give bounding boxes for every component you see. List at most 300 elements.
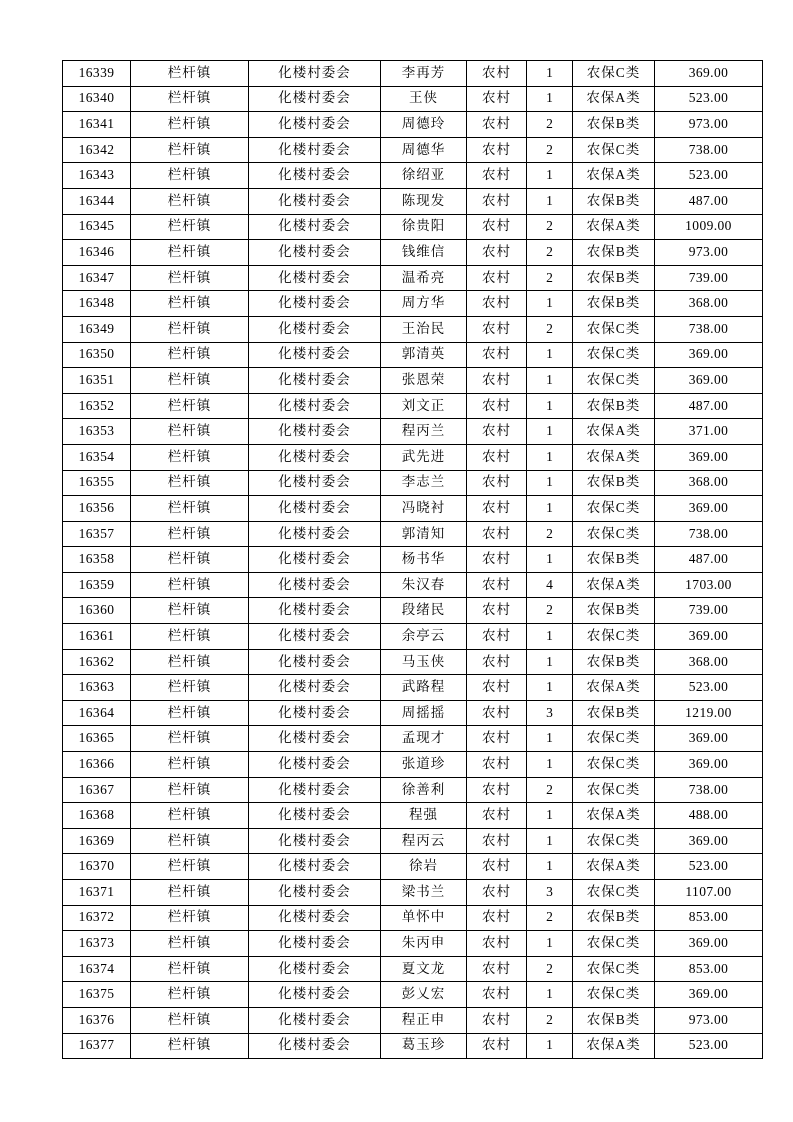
cell-household-type: 农村 bbox=[467, 1007, 527, 1033]
cell-count: 1 bbox=[527, 803, 573, 829]
cell-count: 1 bbox=[527, 188, 573, 214]
cell-id: 16359 bbox=[63, 572, 131, 598]
table-row bbox=[63, 368, 763, 394]
cell-name: 周摇摇 bbox=[381, 700, 467, 726]
cell-village: 化楼村委会 bbox=[249, 624, 381, 650]
cell-household-type: 农村 bbox=[467, 777, 527, 803]
cell-name: 杨书华 bbox=[381, 547, 467, 573]
cell-id: 16363 bbox=[63, 675, 131, 701]
table-row bbox=[63, 982, 763, 1008]
cell-village: 化楼村委会 bbox=[249, 675, 381, 701]
cell-category: 农保B类 bbox=[573, 470, 655, 496]
cell-town: 栏杆镇 bbox=[131, 572, 249, 598]
cell-village: 化楼村委会 bbox=[249, 265, 381, 291]
cell-household-type: 农村 bbox=[467, 265, 527, 291]
cell-count: 1 bbox=[527, 419, 573, 445]
cell-name: 陈现发 bbox=[381, 188, 467, 214]
cell-amount: 523.00 bbox=[655, 163, 763, 189]
cell-count: 1 bbox=[527, 675, 573, 701]
cell-name: 徐贵阳 bbox=[381, 214, 467, 240]
cell-category: 农保C类 bbox=[573, 521, 655, 547]
cell-town: 栏杆镇 bbox=[131, 393, 249, 419]
cell-count: 1 bbox=[527, 163, 573, 189]
cell-household-type: 农村 bbox=[467, 982, 527, 1008]
cell-town: 栏杆镇 bbox=[131, 342, 249, 368]
cell-town: 栏杆镇 bbox=[131, 291, 249, 317]
cell-category: 农保C类 bbox=[573, 368, 655, 394]
cell-town: 栏杆镇 bbox=[131, 240, 249, 266]
cell-town: 栏杆镇 bbox=[131, 496, 249, 522]
cell-amount: 853.00 bbox=[655, 905, 763, 931]
cell-count: 2 bbox=[527, 112, 573, 138]
cell-name: 郭清知 bbox=[381, 521, 467, 547]
cell-count: 3 bbox=[527, 700, 573, 726]
cell-name: 孟现才 bbox=[381, 726, 467, 752]
cell-household-type: 农村 bbox=[467, 342, 527, 368]
cell-category: 农保A类 bbox=[573, 214, 655, 240]
cell-town: 栏杆镇 bbox=[131, 86, 249, 112]
cell-category: 农保B类 bbox=[573, 393, 655, 419]
table-row bbox=[63, 291, 763, 317]
cell-id: 16344 bbox=[63, 188, 131, 214]
cell-village: 化楼村委会 bbox=[249, 342, 381, 368]
cell-village: 化楼村委会 bbox=[249, 214, 381, 240]
cell-household-type: 农村 bbox=[467, 547, 527, 573]
cell-village: 化楼村委会 bbox=[249, 828, 381, 854]
cell-name: 梁书兰 bbox=[381, 880, 467, 906]
cell-town: 栏杆镇 bbox=[131, 112, 249, 138]
table-row bbox=[63, 521, 763, 547]
cell-village: 化楼村委会 bbox=[249, 982, 381, 1008]
cell-category: 农保B类 bbox=[573, 905, 655, 931]
cell-count: 1 bbox=[527, 854, 573, 880]
cell-name: 余亭云 bbox=[381, 624, 467, 650]
cell-town: 栏杆镇 bbox=[131, 444, 249, 470]
cell-town: 栏杆镇 bbox=[131, 777, 249, 803]
table-row bbox=[63, 624, 763, 650]
cell-amount: 369.00 bbox=[655, 726, 763, 752]
cell-town: 栏杆镇 bbox=[131, 982, 249, 1008]
cell-count: 1 bbox=[527, 624, 573, 650]
cell-name: 段绪民 bbox=[381, 598, 467, 624]
cell-name: 程正申 bbox=[381, 1007, 467, 1033]
cell-category: 农保C类 bbox=[573, 342, 655, 368]
cell-household-type: 农村 bbox=[467, 880, 527, 906]
cell-village: 化楼村委会 bbox=[249, 112, 381, 138]
cell-town: 栏杆镇 bbox=[131, 521, 249, 547]
cell-household-type: 农村 bbox=[467, 1033, 527, 1059]
table-row bbox=[63, 1033, 763, 1059]
cell-town: 栏杆镇 bbox=[131, 1033, 249, 1059]
cell-category: 农保B类 bbox=[573, 1007, 655, 1033]
cell-village: 化楼村委会 bbox=[249, 137, 381, 163]
cell-id: 16343 bbox=[63, 163, 131, 189]
cell-town: 栏杆镇 bbox=[131, 214, 249, 240]
cell-category: 农保C类 bbox=[573, 956, 655, 982]
cell-id: 16375 bbox=[63, 982, 131, 1008]
cell-category: 农保B类 bbox=[573, 598, 655, 624]
cell-id: 16372 bbox=[63, 905, 131, 931]
cell-household-type: 农村 bbox=[467, 521, 527, 547]
cell-amount: 1219.00 bbox=[655, 700, 763, 726]
cell-name: 周德玲 bbox=[381, 112, 467, 138]
table-row bbox=[63, 265, 763, 291]
cell-town: 栏杆镇 bbox=[131, 828, 249, 854]
cell-id: 16358 bbox=[63, 547, 131, 573]
cell-town: 栏杆镇 bbox=[131, 470, 249, 496]
cell-id: 16360 bbox=[63, 598, 131, 624]
table-row bbox=[63, 854, 763, 880]
cell-amount: 738.00 bbox=[655, 137, 763, 163]
cell-name: 徐岩 bbox=[381, 854, 467, 880]
cell-id: 16369 bbox=[63, 828, 131, 854]
cell-amount: 369.00 bbox=[655, 342, 763, 368]
cell-name: 王侠 bbox=[381, 86, 467, 112]
cell-amount: 739.00 bbox=[655, 598, 763, 624]
cell-id: 16374 bbox=[63, 956, 131, 982]
cell-id: 16347 bbox=[63, 265, 131, 291]
cell-count: 1 bbox=[527, 1033, 573, 1059]
cell-name: 朱丙申 bbox=[381, 931, 467, 957]
cell-village: 化楼村委会 bbox=[249, 931, 381, 957]
subsidy-recipients-table bbox=[62, 60, 763, 1059]
cell-amount: 368.00 bbox=[655, 649, 763, 675]
cell-town: 栏杆镇 bbox=[131, 956, 249, 982]
cell-name: 武先进 bbox=[381, 444, 467, 470]
table-row bbox=[63, 86, 763, 112]
cell-name: 钱维信 bbox=[381, 240, 467, 266]
cell-category: 农保A类 bbox=[573, 86, 655, 112]
cell-count: 2 bbox=[527, 956, 573, 982]
cell-category: 农保C类 bbox=[573, 316, 655, 342]
cell-id: 16354 bbox=[63, 444, 131, 470]
cell-town: 栏杆镇 bbox=[131, 137, 249, 163]
cell-count: 2 bbox=[527, 240, 573, 266]
cell-household-type: 农村 bbox=[467, 572, 527, 598]
table-row bbox=[63, 905, 763, 931]
cell-id: 16341 bbox=[63, 112, 131, 138]
table-row bbox=[63, 316, 763, 342]
cell-id: 16350 bbox=[63, 342, 131, 368]
cell-count: 2 bbox=[527, 905, 573, 931]
table-row bbox=[63, 163, 763, 189]
table-row bbox=[63, 214, 763, 240]
table-row bbox=[63, 496, 763, 522]
cell-name: 单怀中 bbox=[381, 905, 467, 931]
cell-amount: 488.00 bbox=[655, 803, 763, 829]
cell-count: 1 bbox=[527, 470, 573, 496]
cell-amount: 523.00 bbox=[655, 854, 763, 880]
cell-amount: 369.00 bbox=[655, 368, 763, 394]
cell-household-type: 农村 bbox=[467, 598, 527, 624]
cell-amount: 369.00 bbox=[655, 444, 763, 470]
cell-amount: 487.00 bbox=[655, 393, 763, 419]
cell-town: 栏杆镇 bbox=[131, 803, 249, 829]
cell-amount: 973.00 bbox=[655, 1007, 763, 1033]
cell-count: 1 bbox=[527, 368, 573, 394]
cell-amount: 738.00 bbox=[655, 521, 763, 547]
cell-village: 化楼村委会 bbox=[249, 905, 381, 931]
cell-village: 化楼村委会 bbox=[249, 393, 381, 419]
cell-village: 化楼村委会 bbox=[249, 419, 381, 445]
cell-category: 农保C类 bbox=[573, 880, 655, 906]
cell-household-type: 农村 bbox=[467, 752, 527, 778]
cell-village: 化楼村委会 bbox=[249, 880, 381, 906]
cell-household-type: 农村 bbox=[467, 112, 527, 138]
cell-id: 16339 bbox=[63, 61, 131, 87]
table-row bbox=[63, 598, 763, 624]
cell-village: 化楼村委会 bbox=[249, 572, 381, 598]
cell-category: 农保C类 bbox=[573, 496, 655, 522]
cell-id: 16342 bbox=[63, 137, 131, 163]
cell-name: 葛玉珍 bbox=[381, 1033, 467, 1059]
cell-id: 16361 bbox=[63, 624, 131, 650]
cell-name: 武路程 bbox=[381, 675, 467, 701]
cell-town: 栏杆镇 bbox=[131, 547, 249, 573]
cell-count: 4 bbox=[527, 572, 573, 598]
cell-amount: 368.00 bbox=[655, 291, 763, 317]
cell-count: 2 bbox=[527, 598, 573, 624]
table-row bbox=[63, 342, 763, 368]
cell-category: 农保C类 bbox=[573, 982, 655, 1008]
cell-amount: 853.00 bbox=[655, 956, 763, 982]
table-row bbox=[63, 419, 763, 445]
cell-village: 化楼村委会 bbox=[249, 86, 381, 112]
cell-category: 农保A类 bbox=[573, 444, 655, 470]
cell-village: 化楼村委会 bbox=[249, 368, 381, 394]
cell-id: 16367 bbox=[63, 777, 131, 803]
cell-category: 农保C类 bbox=[573, 61, 655, 87]
cell-village: 化楼村委会 bbox=[249, 803, 381, 829]
cell-town: 栏杆镇 bbox=[131, 163, 249, 189]
cell-household-type: 农村 bbox=[467, 854, 527, 880]
cell-household-type: 农村 bbox=[467, 956, 527, 982]
cell-amount: 369.00 bbox=[655, 496, 763, 522]
cell-household-type: 农村 bbox=[467, 496, 527, 522]
cell-town: 栏杆镇 bbox=[131, 265, 249, 291]
cell-count: 1 bbox=[527, 342, 573, 368]
cell-name: 李再芳 bbox=[381, 61, 467, 87]
cell-household-type: 农村 bbox=[467, 368, 527, 394]
cell-village: 化楼村委会 bbox=[249, 316, 381, 342]
cell-count: 1 bbox=[527, 291, 573, 317]
cell-count: 2 bbox=[527, 777, 573, 803]
cell-count: 1 bbox=[527, 982, 573, 1008]
cell-name: 张道珍 bbox=[381, 752, 467, 778]
cell-household-type: 农村 bbox=[467, 726, 527, 752]
cell-category: 农保C类 bbox=[573, 726, 655, 752]
cell-amount: 487.00 bbox=[655, 547, 763, 573]
cell-amount: 738.00 bbox=[655, 316, 763, 342]
cell-category: 农保A类 bbox=[573, 163, 655, 189]
cell-village: 化楼村委会 bbox=[249, 726, 381, 752]
cell-amount: 487.00 bbox=[655, 188, 763, 214]
cell-village: 化楼村委会 bbox=[249, 1033, 381, 1059]
cell-name: 朱汉春 bbox=[381, 572, 467, 598]
cell-household-type: 农村 bbox=[467, 624, 527, 650]
cell-category: 农保A类 bbox=[573, 803, 655, 829]
cell-amount: 1703.00 bbox=[655, 572, 763, 598]
cell-id: 16366 bbox=[63, 752, 131, 778]
table-row bbox=[63, 61, 763, 87]
cell-id: 16364 bbox=[63, 700, 131, 726]
cell-town: 栏杆镇 bbox=[131, 1007, 249, 1033]
cell-household-type: 农村 bbox=[467, 700, 527, 726]
cell-amount: 369.00 bbox=[655, 752, 763, 778]
cell-id: 16351 bbox=[63, 368, 131, 394]
cell-amount: 523.00 bbox=[655, 675, 763, 701]
cell-count: 1 bbox=[527, 86, 573, 112]
cell-id: 16355 bbox=[63, 470, 131, 496]
cell-category: 农保B类 bbox=[573, 547, 655, 573]
cell-count: 2 bbox=[527, 316, 573, 342]
cell-village: 化楼村委会 bbox=[249, 163, 381, 189]
cell-village: 化楼村委会 bbox=[249, 777, 381, 803]
table-body bbox=[63, 61, 763, 1059]
cell-village: 化楼村委会 bbox=[249, 240, 381, 266]
cell-id: 16365 bbox=[63, 726, 131, 752]
table-row bbox=[63, 188, 763, 214]
cell-category: 农保B类 bbox=[573, 649, 655, 675]
cell-village: 化楼村委会 bbox=[249, 854, 381, 880]
cell-id: 16340 bbox=[63, 86, 131, 112]
cell-id: 16349 bbox=[63, 316, 131, 342]
cell-town: 栏杆镇 bbox=[131, 854, 249, 880]
cell-name: 夏文龙 bbox=[381, 956, 467, 982]
cell-name: 徐绍亚 bbox=[381, 163, 467, 189]
cell-category: 农保B类 bbox=[573, 188, 655, 214]
cell-name: 周方华 bbox=[381, 291, 467, 317]
cell-household-type: 农村 bbox=[467, 316, 527, 342]
cell-category: 农保C类 bbox=[573, 752, 655, 778]
cell-category: 农保C类 bbox=[573, 828, 655, 854]
cell-name: 马玉侠 bbox=[381, 649, 467, 675]
cell-category: 农保C类 bbox=[573, 931, 655, 957]
table-row bbox=[63, 803, 763, 829]
table-row bbox=[63, 931, 763, 957]
cell-id: 16352 bbox=[63, 393, 131, 419]
cell-amount: 739.00 bbox=[655, 265, 763, 291]
cell-village: 化楼村委会 bbox=[249, 470, 381, 496]
cell-amount: 1107.00 bbox=[655, 880, 763, 906]
cell-amount: 973.00 bbox=[655, 112, 763, 138]
cell-count: 2 bbox=[527, 214, 573, 240]
cell-village: 化楼村委会 bbox=[249, 700, 381, 726]
cell-category: 农保C类 bbox=[573, 137, 655, 163]
cell-id: 16371 bbox=[63, 880, 131, 906]
cell-village: 化楼村委会 bbox=[249, 188, 381, 214]
cell-count: 1 bbox=[527, 649, 573, 675]
cell-household-type: 农村 bbox=[467, 137, 527, 163]
cell-category: 农保B类 bbox=[573, 700, 655, 726]
cell-category: 农保A类 bbox=[573, 419, 655, 445]
cell-household-type: 农村 bbox=[467, 931, 527, 957]
cell-category: 农保A类 bbox=[573, 854, 655, 880]
cell-village: 化楼村委会 bbox=[249, 598, 381, 624]
table-row bbox=[63, 777, 763, 803]
cell-household-type: 农村 bbox=[467, 86, 527, 112]
cell-count: 1 bbox=[527, 61, 573, 87]
cell-town: 栏杆镇 bbox=[131, 61, 249, 87]
cell-town: 栏杆镇 bbox=[131, 598, 249, 624]
cell-household-type: 农村 bbox=[467, 675, 527, 701]
cell-amount: 369.00 bbox=[655, 828, 763, 854]
cell-count: 2 bbox=[527, 1007, 573, 1033]
table-row bbox=[63, 393, 763, 419]
cell-name: 彭乂宏 bbox=[381, 982, 467, 1008]
cell-id: 16357 bbox=[63, 521, 131, 547]
cell-amount: 369.00 bbox=[655, 61, 763, 87]
cell-amount: 523.00 bbox=[655, 86, 763, 112]
cell-amount: 369.00 bbox=[655, 931, 763, 957]
cell-village: 化楼村委会 bbox=[249, 1007, 381, 1033]
cell-household-type: 农村 bbox=[467, 240, 527, 266]
cell-count: 3 bbox=[527, 880, 573, 906]
table-row bbox=[63, 572, 763, 598]
table-row bbox=[63, 880, 763, 906]
cell-village: 化楼村委会 bbox=[249, 649, 381, 675]
cell-village: 化楼村委会 bbox=[249, 496, 381, 522]
cell-id: 16353 bbox=[63, 419, 131, 445]
table-row bbox=[63, 828, 763, 854]
cell-town: 栏杆镇 bbox=[131, 880, 249, 906]
cell-count: 1 bbox=[527, 547, 573, 573]
cell-household-type: 农村 bbox=[467, 828, 527, 854]
cell-name: 刘文正 bbox=[381, 393, 467, 419]
cell-name: 冯晓衬 bbox=[381, 496, 467, 522]
cell-household-type: 农村 bbox=[467, 419, 527, 445]
cell-amount: 1009.00 bbox=[655, 214, 763, 240]
cell-town: 栏杆镇 bbox=[131, 700, 249, 726]
cell-household-type: 农村 bbox=[467, 291, 527, 317]
cell-count: 1 bbox=[527, 444, 573, 470]
cell-amount: 738.00 bbox=[655, 777, 763, 803]
cell-household-type: 农村 bbox=[467, 905, 527, 931]
table-row bbox=[63, 240, 763, 266]
cell-category: 农保A类 bbox=[573, 675, 655, 701]
cell-name: 温希亮 bbox=[381, 265, 467, 291]
cell-name: 王治民 bbox=[381, 316, 467, 342]
cell-town: 栏杆镇 bbox=[131, 419, 249, 445]
cell-count: 1 bbox=[527, 496, 573, 522]
cell-category: 农保C类 bbox=[573, 777, 655, 803]
cell-name: 程丙兰 bbox=[381, 419, 467, 445]
cell-town: 栏杆镇 bbox=[131, 931, 249, 957]
cell-id: 16346 bbox=[63, 240, 131, 266]
table-row bbox=[63, 1007, 763, 1033]
cell-household-type: 农村 bbox=[467, 188, 527, 214]
cell-amount: 523.00 bbox=[655, 1033, 763, 1059]
cell-id: 16345 bbox=[63, 214, 131, 240]
cell-household-type: 农村 bbox=[467, 803, 527, 829]
cell-household-type: 农村 bbox=[467, 444, 527, 470]
table-row bbox=[63, 112, 763, 138]
cell-count: 1 bbox=[527, 726, 573, 752]
cell-id: 16377 bbox=[63, 1033, 131, 1059]
cell-name: 周德华 bbox=[381, 137, 467, 163]
cell-village: 化楼村委会 bbox=[249, 444, 381, 470]
cell-village: 化楼村委会 bbox=[249, 61, 381, 87]
cell-count: 1 bbox=[527, 752, 573, 778]
cell-village: 化楼村委会 bbox=[249, 547, 381, 573]
table-row bbox=[63, 752, 763, 778]
cell-amount: 371.00 bbox=[655, 419, 763, 445]
cell-count: 2 bbox=[527, 137, 573, 163]
cell-category: 农保B类 bbox=[573, 291, 655, 317]
cell-name: 郭清英 bbox=[381, 342, 467, 368]
cell-village: 化楼村委会 bbox=[249, 521, 381, 547]
table-row bbox=[63, 444, 763, 470]
